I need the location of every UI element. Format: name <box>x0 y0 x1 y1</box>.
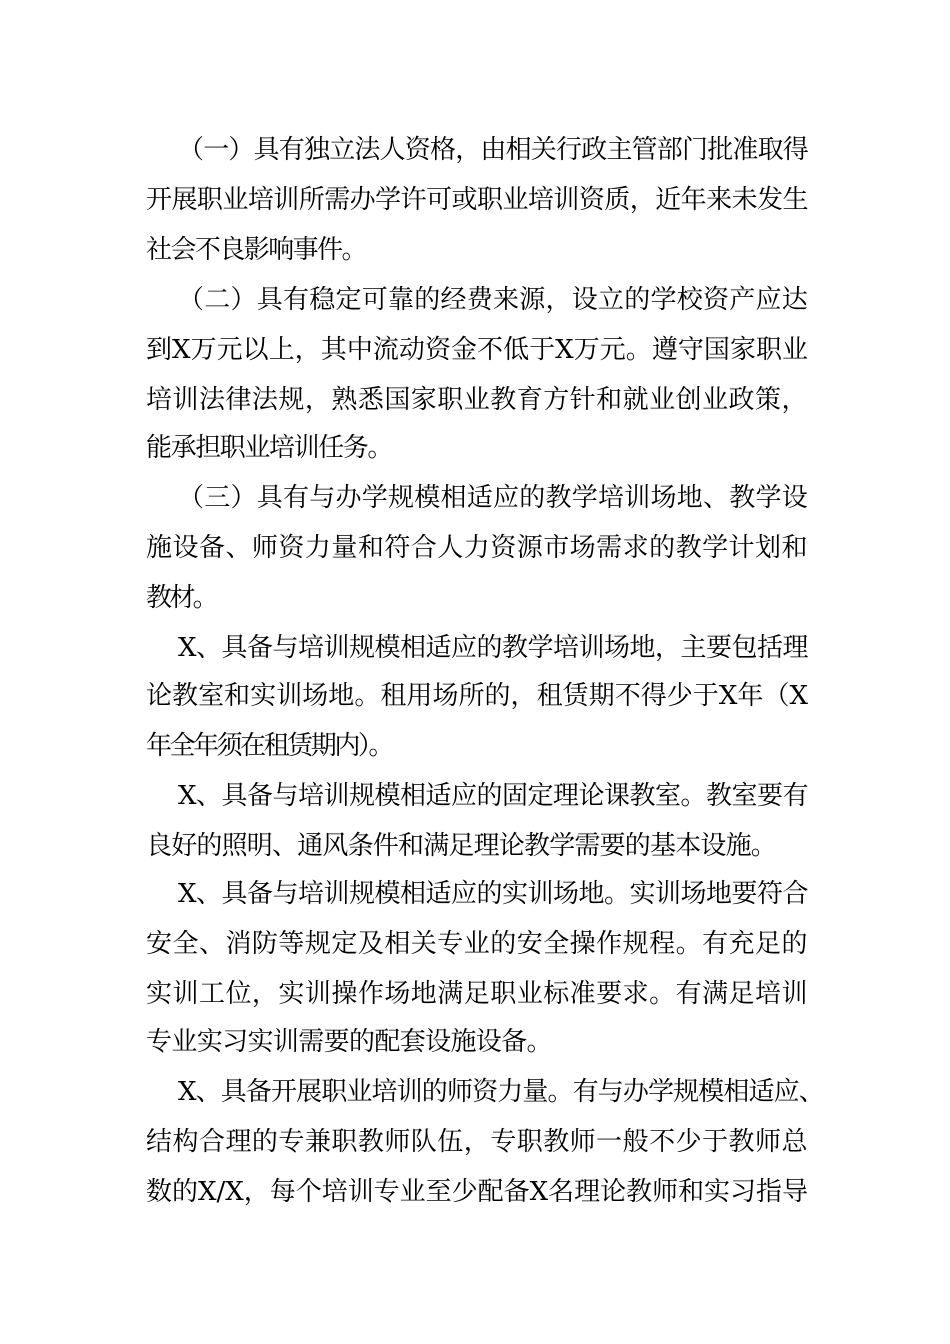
document-line-14: X、具备与培训规模相适应的固定理论课教室。教室要有 <box>178 781 809 811</box>
document-line-10: 教材。 <box>146 583 216 613</box>
document-line-13: 年全年须在租赁期内）。 <box>146 731 392 761</box>
document-line-17: 安全、消防等规定及相关专业的安全操作规程。有充足的 <box>146 929 809 959</box>
document-line-1: （一）具有独立法人资格，由相关行政主管部门批准取得 <box>178 135 809 165</box>
document-line-22: 数的X/X，每个培训专业至少配备X名理论教师和实习指导 <box>146 1177 809 1207</box>
document-line-7: 能承担职业培训任务。 <box>146 433 393 463</box>
document-line-21: 结构合理的专兼职教师队伍，专职教师一般不少于教师总 <box>146 1127 809 1157</box>
document-line-11: X、具备与培训规模相适应的教学培训场地，主要包括理 <box>178 633 809 663</box>
document-line-5: 到X万元以上，其中流动资金不低于X万元。遵守国家职业 <box>146 335 809 365</box>
document-line-19: 专业实习实训需要的配套设施设备。 <box>146 1027 552 1057</box>
document-line-16: X、具备与培训规模相适应的实训场地。实训场地要符合 <box>178 879 809 909</box>
document-line-2: 开展职业培训所需办学许可或职业培训资质，近年来未发生 <box>146 185 808 215</box>
document-line-8: （三）具有与办学规模相适应的教学培训场地、教学设 <box>178 483 809 513</box>
document-line-6: 培训法律法规，熟悉国家职业教育方针和就业创业政策， <box>146 385 809 415</box>
document-line-3: 社会不良影响事件。 <box>146 235 366 265</box>
document-line-20: X、具备开展职业培训的师资力量。有与办学规模相适应、 <box>178 1077 824 1107</box>
document-line-4: （二）具有稳定可靠的经费来源，设立的学校资产应达 <box>178 285 809 315</box>
document-line-15: 良好的照明、通风条件和满足理论教学需要的基本设施。 <box>146 831 777 861</box>
document-line-12: 论教室和实训场地。租用场所的，租赁期不得少于X年（X <box>146 681 809 711</box>
document-line-18: 实训工位，实训操作场地满足职业标准要求。有满足培训 <box>146 979 809 1009</box>
document-line-9: 施设备、师资力量和符合人力资源市场需求的教学计划和 <box>146 533 809 563</box>
